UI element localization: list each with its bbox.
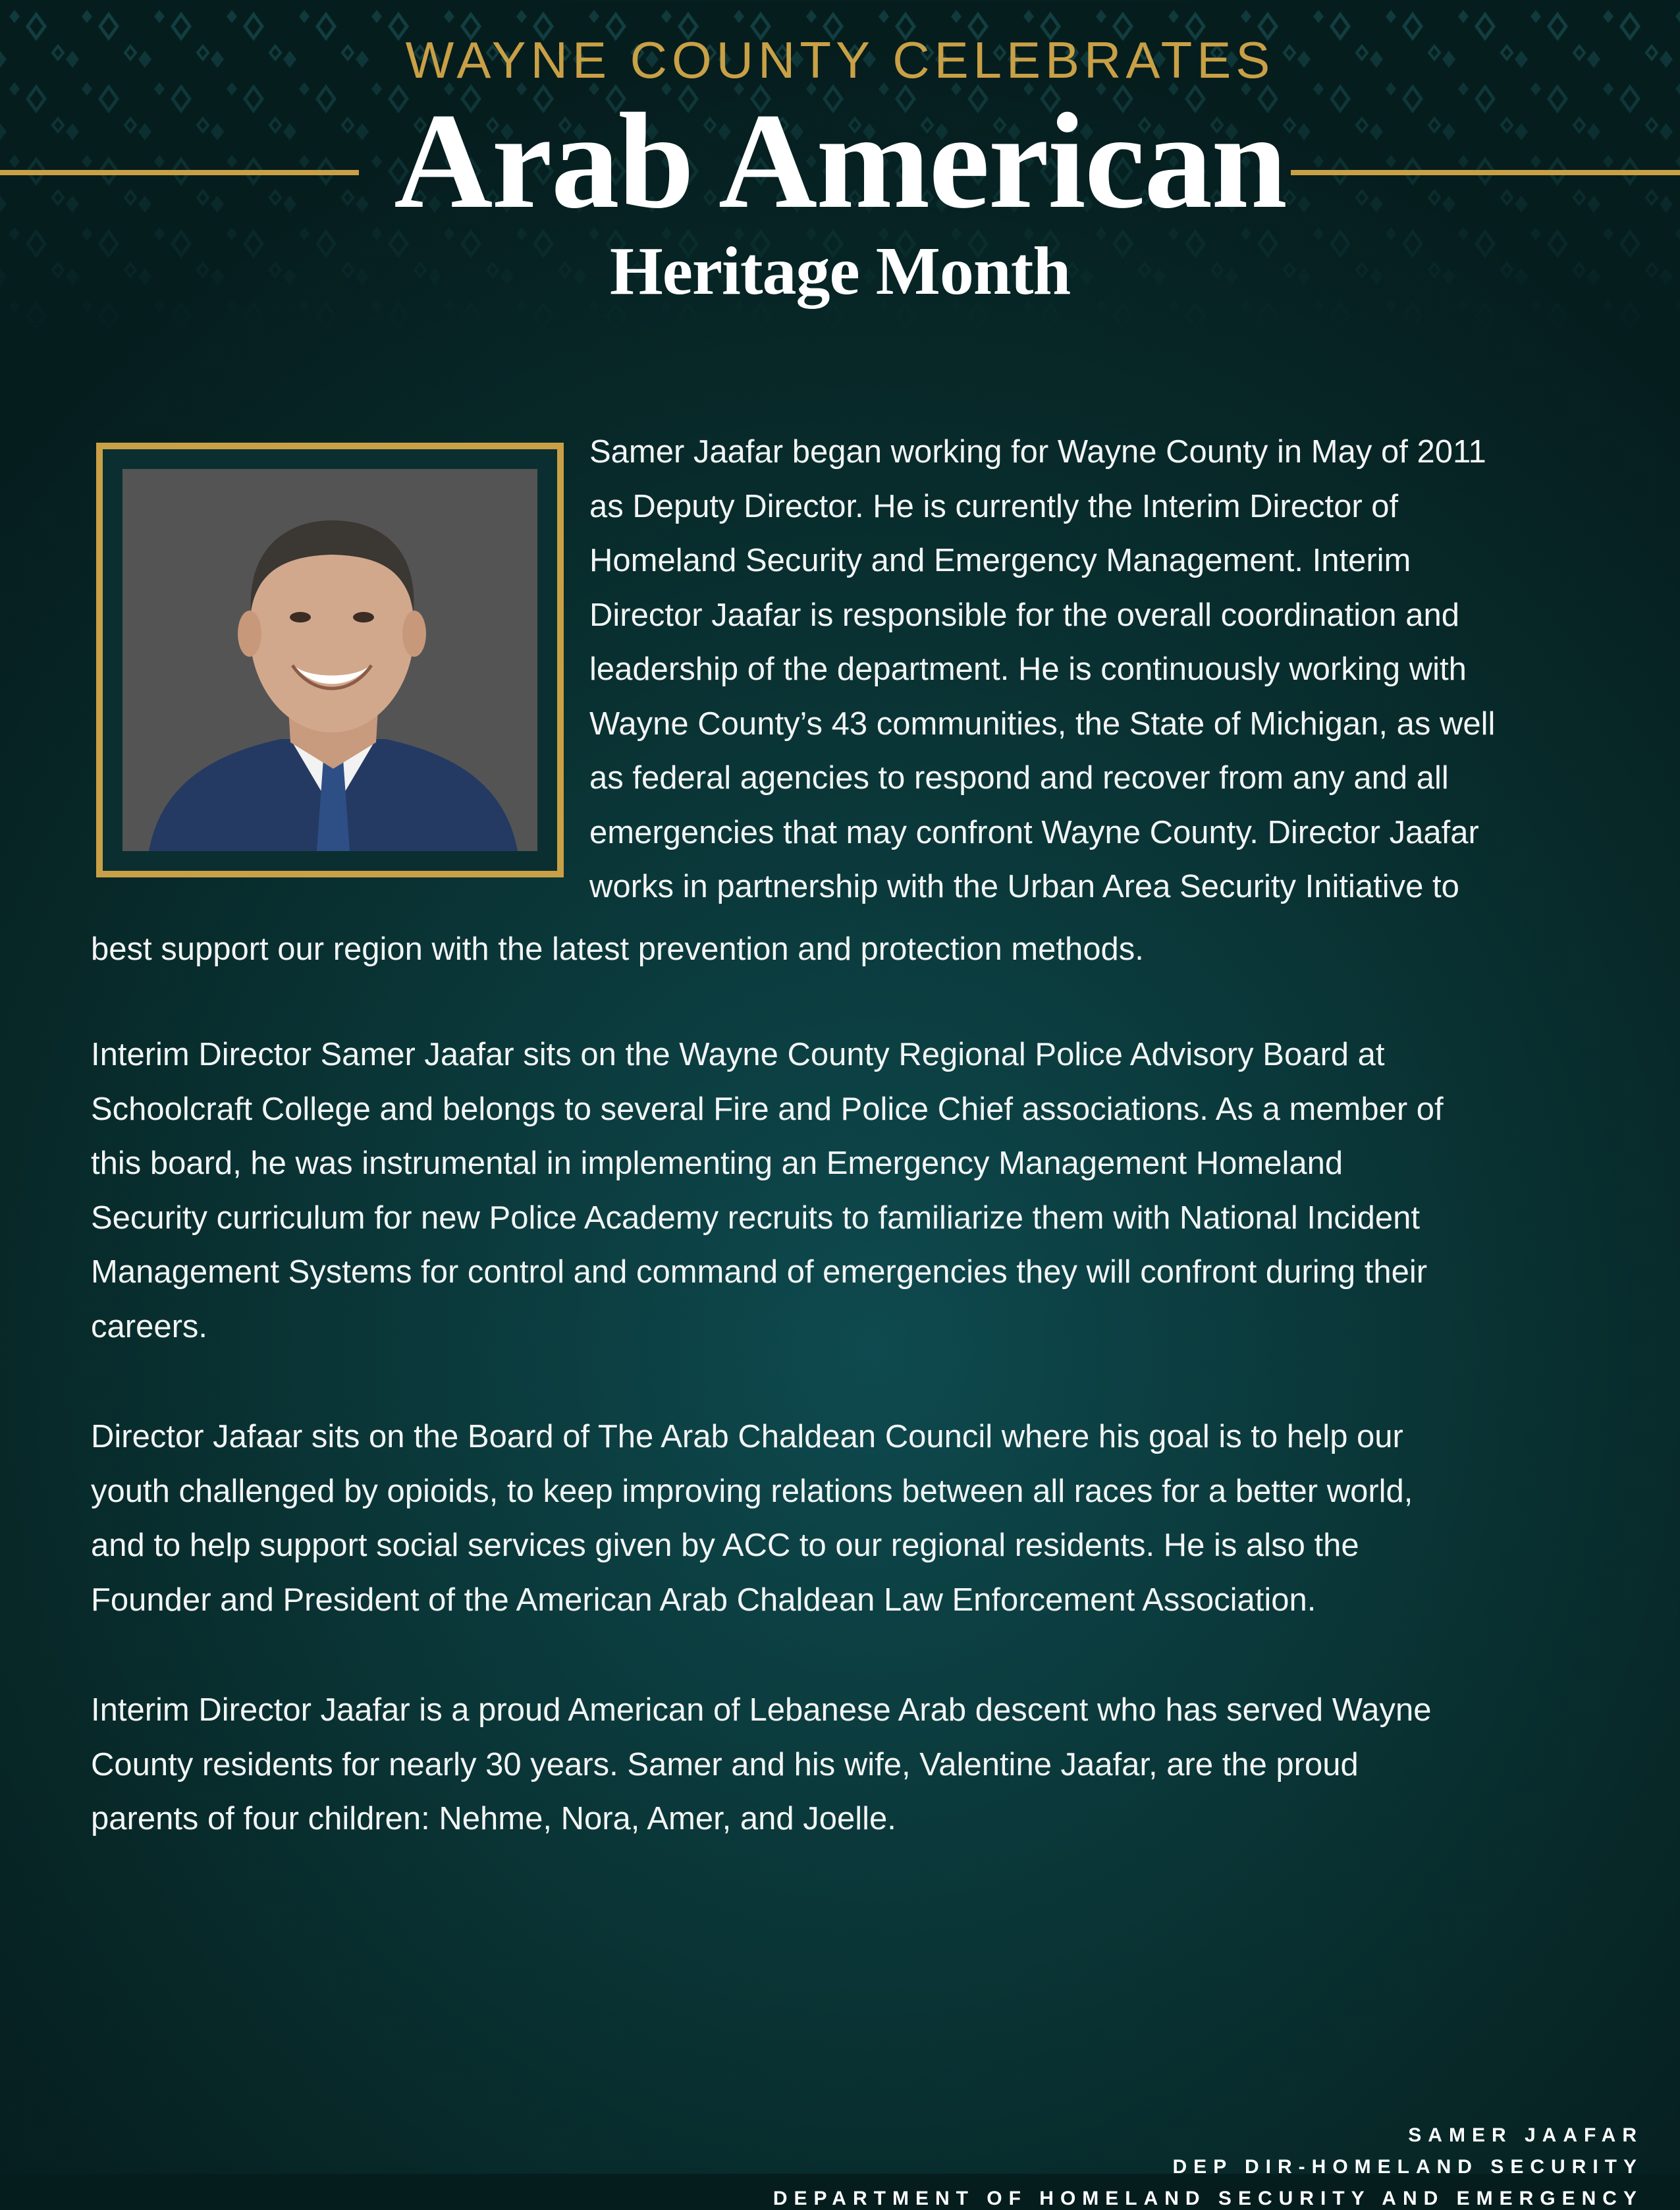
bio-line: parents of four children: Nehme, Nora, Amer, and Joelle. [91, 1801, 896, 1837]
signature-name: SAMER JAAFAR [1408, 2124, 1643, 2146]
bio-line: Director Jaafar is responsible for the overall coordination and [589, 597, 1459, 633]
bio-line: Schoolcraft College and belongs to several Fire and Police Chief associations. As a member of [91, 1091, 1444, 1127]
bio-line: Homeland Security and Emergency Management. Interim [589, 543, 1411, 578]
bio-line: Security curriculum for new Police Academy recruits to familiarize them with National Incident [91, 1200, 1420, 1236]
portrait-photo [122, 469, 537, 851]
portrait-illustration [122, 469, 537, 851]
bio-line: leadership of the department. He is continuously working with [589, 651, 1467, 687]
bio-line: as Deputy Director. He is currently the Interim Director of [589, 488, 1399, 524]
bio-line: County residents for nearly 30 years. Samer and his wife, Valentine Jaafar, are the proud [91, 1746, 1359, 1782]
signature-department: DEPARTMENT OF HOMELAND SECURITY AND EMERGENCY [772, 2188, 1643, 2209]
bio-line: best support our region with the latest prevention and protection methods. [91, 931, 1144, 967]
bio-line: and to help support social services given by ACC to our regional residents. He is also the [91, 1528, 1359, 1563]
page-subtitle: Heritage Month [609, 233, 1071, 309]
bio-line: Management Systems for control and command of emergencies they will confront during their [91, 1254, 1428, 1290]
bio-line: Director Jafaar sits on the Board of The Arab Chaldean Council where his goal is to help our [91, 1419, 1403, 1454]
bio-line: youth challenged by opioids, to keep improving relations between all races for a better world, [91, 1473, 1413, 1509]
bio-line: as federal agencies to respond and recover from any and all [589, 760, 1449, 796]
bio-paragraph-4 [91, 1683, 1619, 1846]
bio-line: Interim Director Samer Jaafar sits on the Wayne County Regional Police Advisory Board at [91, 1037, 1385, 1072]
bio-line: careers. [91, 1308, 208, 1344]
bio-line: works in partnership with the Urban Area Security Initiative to [589, 869, 1459, 904]
bio-line: Founder and President of the American Arab Chaldean Law Enforcement Association. [91, 1582, 1316, 1618]
bio-paragraph-1-tail [91, 922, 1619, 977]
page-title: Arab American [394, 85, 1286, 236]
signature-title: DEP DIR-HOMELAND SECURITY [1172, 2156, 1643, 2178]
bio-paragraph-3 [91, 1410, 1619, 1627]
bio-paragraph-2 [91, 1028, 1619, 1354]
bio-line: emergencies that may confront Wayne County. Director Jaafar [589, 814, 1479, 850]
bio-line: this board, he was instrumental in implementing an Emergency Management Homeland [91, 1146, 1343, 1181]
header-kicker: WAYNE COUNTY CELEBRATES [405, 31, 1275, 89]
portrait-frame [96, 443, 564, 877]
bio-line: Samer Jaafar began working for Wayne County in May of 2011 [589, 434, 1486, 470]
bio-line: Interim Director Jaafar is a proud American of Lebanese Arab descent who has served Wayne [91, 1692, 1432, 1728]
bio-line: Wayne County’s 43 communities, the State of Michigan, as well [589, 705, 1496, 742]
bio-paragraph-1 [589, 425, 1617, 914]
